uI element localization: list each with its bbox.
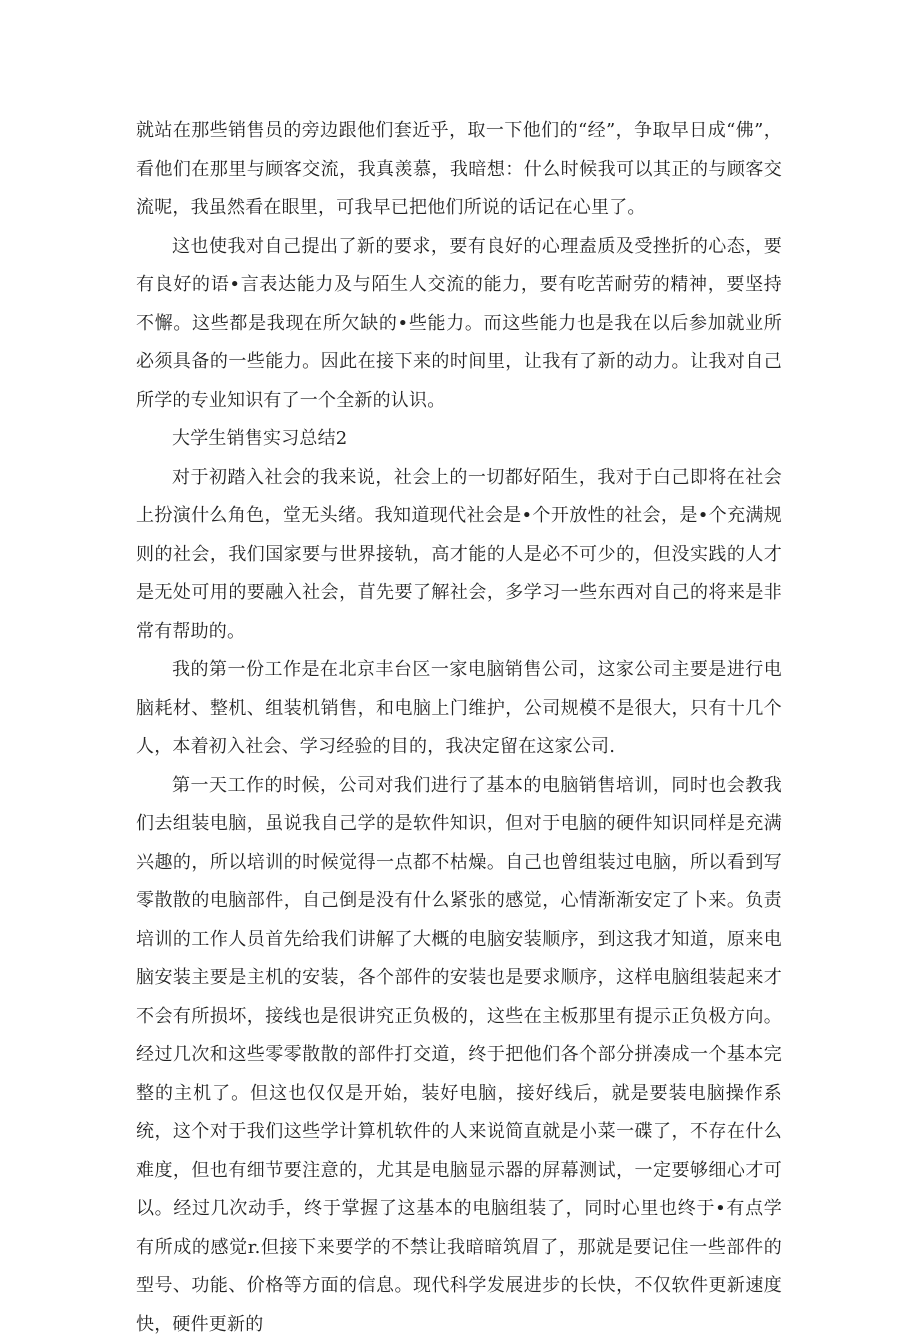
paragraph-first-day-training: 第一天工作的时候，公司对我们进行了基本的电脑销售培训，同时也会教我们去组装电脑，虽说我自己学的是软件知识，但对于电脑的硬件知识同样是充满兴趣的，所以培训的时候觉得一点都不枯燥。自己也曾组装过电脑，所以看到写零散散的电脑部件，自己倒是没有什么紧张的感觉，心情渐渐安定了卜来。负责培训的工作人员首先给我们讲解了大概的电脑安装顺序，到这我才知道，原来电脑安装主要是主机的安装，各个部件的安装也是要求顺序，这样电脑组装起来才不会有所损坏，接线也是很讲究正负极的，这些在主板那里有提示正负极方向。经过几次和这些零零散散的部件打交道，终于把他们各个部分拼凑成一个基本完整的主机了。但这也仅仅是开始，装好电脑，接好线后，就是要装电脑操作系统，这个对于我们这些学计算机软件的人来说简直就是小菜一碟了，不存在什么难度，但也有细节要注意的，尤其是电脑显示器的屏幕测试，一定要够细心才可以。经过几次动手，终于掌握了这基本的电脑组装了，同时心里也终于•有点学有所成的感觉r.但接下来要学的不禁让我暗暗筑眉了，那就是要记住一些部件的型号、功能、价格等方面的信息。现代科学发展进步的长快，不仅软件更新速度快，硬件更新的 [136, 767, 782, 1344]
paragraph-entering-society: 对于初踏入社会的我来说，社会上的一切都好陌生，我对于白己即将在社会上扮演什么角色，堂无头绪。我知道现代社会是•个开放性的社会，是•个充满规则的社会，我们国家要与世界接轨，高才能的人是必不可少的，但没实践的人才是无处可用的要融入社会，苜先要了解社会，多学习一些东西对自己的将来是非常有帮助的。 [136, 459, 782, 652]
document-body [136, 112, 782, 1344]
paragraph-continuation: 就站在那些销售员的旁边跟他们套近乎，取一下他们的“经”，争取早日成“佛”，看他们在那里与顾客交流，我真羡慕，我暗想：什么时候我可以其正的与顾客交流呢，我虽然看在眼里，可我早已把他们所说的话记在心里了。 [136, 112, 782, 228]
section-heading: 大学生销售实习总结2 [136, 420, 782, 459]
paragraph-first-job: 我的第一份工作是在北京丰台区一家电脑销售公司，这家公司主要是进行电脑耗材、整机、组装机销售，和电脑上门维护，公司规模不是很大，只有十几个人，本着初入社会、学习经验的目的，我决定留在这家公司. [136, 651, 782, 767]
paragraph-requirements: 这也使我对自己提出了新的要求，要有良好的心理盍质及受挫折的心态，要有良好的语•言表达能力及与陌生人交流的能力，要有吃苦耐劳的精神，要坚持不懈。这些都是我现在所欠缺的•些能力。而这些能力也是我在以后参加就业所必须具备的一些能力。因此在接下来的时间里，让我有了新的动力。让我对自己所学的专业知识有了一个全新的认识。 [136, 228, 782, 421]
